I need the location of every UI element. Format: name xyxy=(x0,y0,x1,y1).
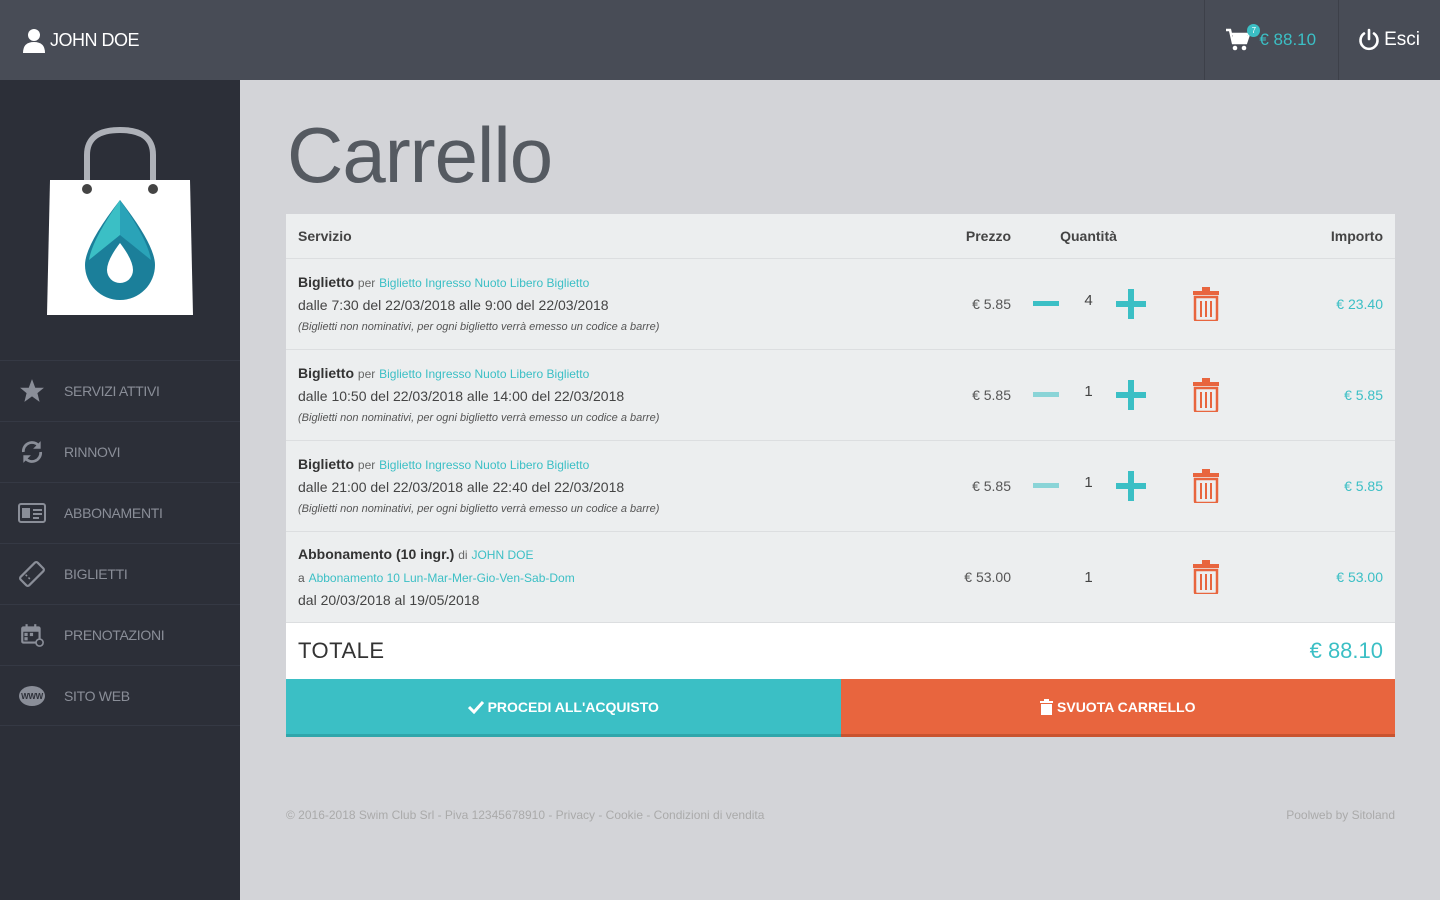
logo[interactable] xyxy=(0,80,240,360)
trash-icon xyxy=(1192,287,1220,321)
price-cell: € 5.85 xyxy=(972,387,1011,403)
service-time: dalle 10:50 del 22/03/2018 alle 14:00 del 22/03/2018 xyxy=(298,387,625,404)
quantity-cell xyxy=(1011,569,1166,586)
service-per: per xyxy=(357,275,376,290)
service-cell xyxy=(286,362,906,429)
sidebar-item-servizi-attivi[interactable] xyxy=(0,360,240,421)
service-per: per xyxy=(357,457,376,472)
user-menu[interactable] xyxy=(22,27,139,53)
checkout-label: PROCEDI ALL'ACQUISTO xyxy=(487,698,659,715)
header-quantity: Quantità xyxy=(1060,228,1117,244)
total-label: TOTALE xyxy=(298,638,385,663)
service-time: dalle 7:30 del 22/03/2018 alle 9:00 del 22/03/2018 xyxy=(298,296,609,313)
power-icon xyxy=(1357,28,1381,52)
service-time: dalle 21:00 del 22/03/2018 alle 22:40 del 22/03/2018 xyxy=(298,478,625,495)
service-type: Abbonamento (10 ingr.) xyxy=(298,546,455,562)
service-per: di xyxy=(458,548,468,562)
quantity-cell xyxy=(1011,380,1166,410)
amount-cell: € 23.40 xyxy=(1336,296,1383,312)
service-prefix: a xyxy=(298,571,305,585)
header-amount: Importo xyxy=(1330,228,1383,244)
trash-icon xyxy=(1192,560,1220,594)
service-per: per xyxy=(357,366,376,381)
service-link[interactable]: Biglietto Ingresso Nuoto Libero Biglietto xyxy=(379,366,590,381)
checkout-button[interactable] xyxy=(286,679,841,737)
refresh-icon xyxy=(18,438,46,466)
plus-icon xyxy=(1116,471,1146,501)
delete-cell xyxy=(1166,378,1246,412)
table-row xyxy=(286,259,1395,350)
delete-cell xyxy=(1166,469,1246,503)
cart-summary[interactable] xyxy=(1204,0,1338,80)
logout-button[interactable] xyxy=(1338,0,1440,80)
id-card-icon xyxy=(18,499,46,527)
price-cell: € 5.85 xyxy=(972,478,1011,494)
total-value: € 88.10 xyxy=(1309,638,1383,663)
service-link[interactable]: JOHN DOE xyxy=(471,548,534,562)
service-link[interactable]: Biglietto Ingresso Nuoto Libero Biglietto xyxy=(379,457,590,472)
calendar-icon xyxy=(18,621,46,649)
sidebar-item-biglietti[interactable] xyxy=(0,543,240,604)
footer xyxy=(286,808,1395,822)
amount-cell: € 53.00 xyxy=(1336,569,1383,585)
service-type: Biglietto xyxy=(298,455,354,472)
delete-cell xyxy=(1166,287,1246,321)
service-cell xyxy=(286,453,906,520)
increment-button[interactable] xyxy=(1116,380,1146,410)
minus-icon xyxy=(1033,483,1059,489)
footer-credit: Poolweb by Sitoland xyxy=(1286,808,1395,822)
minus-icon xyxy=(1033,301,1059,307)
quantity-value: 1 xyxy=(1084,568,1093,586)
sidebar-item-label: SERVIZI ATTIVI xyxy=(64,383,160,399)
header-price: Prezzo xyxy=(965,228,1011,244)
shopping-bag-logo-icon xyxy=(47,125,193,315)
sidebar-item-sito-web[interactable] xyxy=(0,665,240,726)
table-row xyxy=(286,350,1395,441)
increment-button[interactable] xyxy=(1116,289,1146,319)
sidebar-item-rinnovi[interactable] xyxy=(0,421,240,482)
increment-button[interactable] xyxy=(1116,471,1146,501)
delete-item-button[interactable] xyxy=(1166,378,1246,412)
sidebar-item-label: BIGLIETTI xyxy=(64,566,128,582)
sidebar-item-label: SITO WEB xyxy=(64,687,130,704)
sidebar-item-label: ABBONAMENTI xyxy=(64,505,163,521)
empty-cart-label: SVUOTA CARRELLO xyxy=(1057,698,1196,715)
trash-icon xyxy=(1192,378,1220,412)
quantity-cell xyxy=(1011,289,1166,319)
service-cell xyxy=(286,543,906,611)
service-subscription-link[interactable]: Abbonamento 10 Lun-Mar-Mer-Gio-Ven-Sab-Dom xyxy=(308,571,575,585)
table-header xyxy=(286,214,1395,259)
quantity-cell xyxy=(1011,471,1166,501)
globe-icon xyxy=(18,682,46,710)
footer-legal: © 2016-2018 Swim Club Srl - Piva 12345678910 - Privacy - Cookie - Condizioni di vendita xyxy=(286,808,765,822)
service-validity: dal 20/03/2018 al 19/05/2018 xyxy=(298,592,480,608)
cart-total: € 88.10 xyxy=(1259,30,1317,49)
service-cell xyxy=(286,271,906,338)
delete-item-button[interactable] xyxy=(1166,560,1246,594)
price-cell: € 5.85 xyxy=(972,296,1011,312)
plus-icon xyxy=(1116,380,1146,410)
empty-cart-button[interactable] xyxy=(841,679,1396,737)
cart-actions xyxy=(286,679,1395,737)
check-icon xyxy=(468,700,484,714)
service-type: Biglietto xyxy=(298,364,354,381)
decrement-button[interactable] xyxy=(1031,380,1061,410)
price-cell: € 53.00 xyxy=(964,569,1011,585)
amount-cell: € 5.85 xyxy=(1344,387,1383,403)
plus-icon xyxy=(1116,289,1146,319)
ticket-icon xyxy=(18,560,46,588)
service-note: (Biglietti non nominativi, per ogni biglietto verrà emesso un codice a barre) xyxy=(298,411,660,424)
top-bar xyxy=(0,0,1440,80)
cart-count-badge: 7 xyxy=(1247,24,1260,37)
sidebar-item-prenotazioni[interactable] xyxy=(0,604,240,665)
decrement-button[interactable] xyxy=(1031,289,1061,319)
quantity-value: 4 xyxy=(1084,291,1093,309)
header-service: Servizio xyxy=(298,228,352,244)
delete-item-button[interactable] xyxy=(1166,287,1246,321)
main-content xyxy=(240,80,1440,900)
service-link[interactable]: Biglietto Ingresso Nuoto Libero Biglietto xyxy=(379,275,590,290)
quantity-value: 1 xyxy=(1084,382,1093,400)
trash-icon xyxy=(1040,699,1053,715)
service-type: Biglietto xyxy=(298,273,354,290)
amount-cell: € 5.85 xyxy=(1344,478,1383,494)
total-row xyxy=(286,623,1395,679)
decrement-button[interactable] xyxy=(1031,471,1061,501)
quantity-value: 1 xyxy=(1084,473,1093,491)
page-title: Carrello xyxy=(287,111,553,199)
star-icon xyxy=(18,377,46,405)
service-note: (Biglietti non nominativi, per ogni biglietto verrà emesso un codice a barre) xyxy=(298,502,660,515)
user-name: JOHN DOE xyxy=(50,29,140,50)
delete-item-button[interactable] xyxy=(1166,469,1246,503)
sidebar-item-abbonamenti[interactable] xyxy=(0,482,240,543)
sidebar xyxy=(0,80,240,900)
svg-text:www: www xyxy=(21,691,43,701)
table-row xyxy=(286,532,1395,623)
minus-icon xyxy=(1033,392,1059,398)
cart-table xyxy=(286,214,1395,737)
table-row xyxy=(286,441,1395,532)
sidebar-item-label: PRENOTAZIONI xyxy=(64,627,165,643)
trash-icon xyxy=(1192,469,1220,503)
logout-label: Esci xyxy=(1384,29,1420,50)
service-note: (Biglietti non nominativi, per ogni biglietto verrà emesso un codice a barre) xyxy=(298,320,660,333)
delete-cell xyxy=(1166,560,1246,594)
sidebar-item-label: RINNOVI xyxy=(64,444,121,460)
user-icon xyxy=(22,27,46,53)
